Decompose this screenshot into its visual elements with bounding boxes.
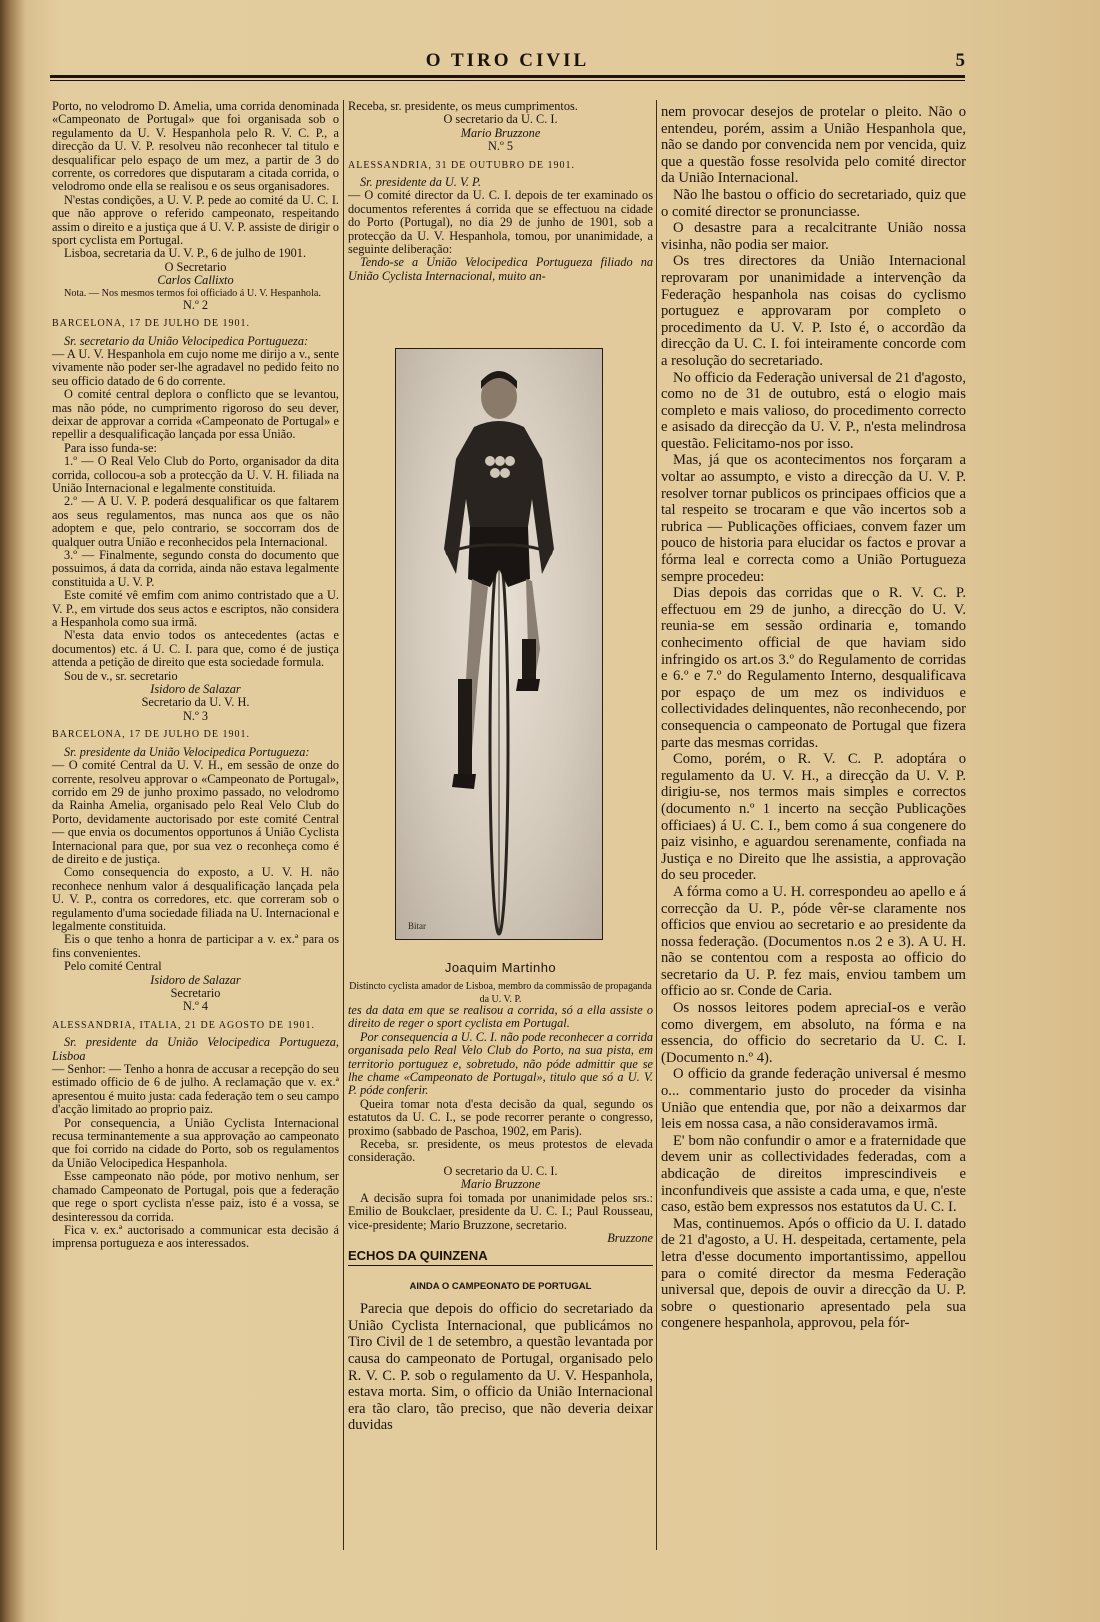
col3-paragraph: Mas, continuemos. Após o officio da U. I. datado de 21 d'agosto, a U. H. despeitada, certamente, pela letra d'esse documento importantissimo, appellou para o comité director da mesma Federação universal que, depois de ouvir a direcção da U. P. sobre o questionario apresentado pela sua congenere hespanhola, approvou, pela fór- <box>661 1215 966 1332</box>
col1-paragraph: Fica v. ex.ª auctorisado a communicar esta decisão á imprensa portugueza e aos interessados. <box>52 1222 339 1251</box>
col3-paragraph: Não lhe bastou o officio do secretariado, quiz que o comité director se pronunciasse. <box>661 186 966 220</box>
col1-paragraph: Esse campeonato não póde, por motivo nenhum, ser chamado Campeonato de Portugal, pois que a federação que rege o sport cyclista n'esse paiz, isto é a vossa, se desinteressou da corrida. <box>52 1169 339 1224</box>
col2-bottom-paragraph: Queira tomar nota d'esta decisão da qual, segundo os estatutos da U. C. I., se pode recorrer perante o congresso, proximo (sabbado de Paschoa, 1902, em Paris). <box>348 1096 653 1138</box>
column-divider-left <box>343 100 344 1550</box>
col2-bottom-paragraph: O secretario da U. C. I. <box>443 1163 558 1178</box>
col2-top-paragraph: N.º 5 <box>488 139 513 154</box>
col1-paragraph: Isidoro de Salazar <box>150 682 241 697</box>
col1-paragraph: Pelo comité Central <box>64 959 162 974</box>
col2-bottom-paragraph: Receba, sr. presidente, os meus protestos de elevada consideração. <box>348 1137 653 1165</box>
col1-paragraph: Carlos Callixto <box>157 273 234 288</box>
col1-paragraph: O comité central deplora o conflicto que se levantou, mas não póde, no cumprimento rigoroso do seu dever, deixar de approvar a corrida «Campeonato de Portugal» e repellir a desqualificação lançada por essa União. <box>52 387 339 442</box>
col3-paragraph: Mas, já que os acontecimentos nos forçaram a voltar ao assumpto, e visto a direcção da U. V. P. resolver tornar publicos os principaes officios que a tal respeito se trocaram e que vão incertos sob a rubrica — Publicações officiaes, convem fazer um pouco de historia para elucidar os factos e provar a fórma leal e correcta como a União Portugueza sempre procedeu: <box>661 452 966 585</box>
col1-paragraph: N'estas condições, a U. V. P. pede ao comité da U. C. I. que não approve o referido campeonato, respeitando assim o direito e a justiça que á U. V. P. assiste de dirigir o sport cyclista em Portugal. <box>52 192 339 248</box>
col2-bottom-paragraph: A decisão supra foi tomada por unanimidade pelos srs.: Emilio de Boukclaer, presidente da U. C. I.; Paul Rousseau, vice-presidente; Mario Bruzzone, secretario. <box>348 1190 653 1232</box>
photo-caption-name: Joaquim Martinho <box>444 960 557 975</box>
column-divider-right <box>656 100 657 1550</box>
col1-paragraph: O Secretario <box>164 259 227 274</box>
col1-paragraph: Como consequencia do exposto, a U. V. H. não reconhece nenhum valor á desqualificação lançada pela U. V. P., contra os corredores, etc. que correram sob o regulamento d'uma sociedade filiada na U. Internacional e legalmente constituida. <box>52 865 339 933</box>
photo-signature: Bitar <box>408 921 426 931</box>
col1-paragraph: Sr. presidente da União Velocipedica Portugueza: <box>64 744 310 759</box>
col3-paragraph: Os tres directores da União Internacional reprovaram por unanimidade a intervenção da Federação hespanhola nas coisas do cyclismo portuguez e approvaram por completo o procedimento da U. V. P. Isto é, o accordão da direcção da U. C. I. foi inteiramente concorde com a resolução do secretariado. <box>661 253 966 369</box>
col2-top-paragraph: Sr. presidente da U. V. P. <box>360 175 482 190</box>
col1-paragraph: Sr. secretario da União Velocipedica Portugueza: <box>64 333 309 348</box>
col1-paragraph: Isidoro de Salazar <box>150 972 241 987</box>
col1-paragraph: Porto, no velodromo D. Amelia, uma corrida denominada «Campeonato de Portugal» que foi organisada sob o regulamento da U. V. Hespanhola pelo R. V. C. P., a direcção da U. V. P. resolveu não reconhecer tal titulo e desqualificar pelo espaço de um mez, a partir de 3 do corrente, os corredores que disputaram a citada corrida, o velodromo onde ella se realisou e os seus organisadores. <box>52 99 339 194</box>
column-middle-top <box>348 100 653 283</box>
col1-paragraph: BARCELONA, 17 DE JULHO DE 1901. <box>52 318 250 330</box>
col2-top-paragraph: Tendo-se a União Velocipedica Portugueza filiado na União Cyclista Internacional, muito an- <box>348 255 653 283</box>
col1-paragraph: 1.º — O Real Velo Club do Porto, organisador da dita corrida, collocou-a sob a protecção da U. V. H. filiada na União Internacional e legalmente constituida. <box>52 454 339 495</box>
col2-top-paragraph: Mario Bruzzone <box>460 125 541 140</box>
photo-caption-description: Distincto cyclista amador de Lisboa, membro da commissão de propaganda da U. V. P. <box>349 981 652 1005</box>
column-left <box>52 100 339 1251</box>
column-right <box>661 104 966 1332</box>
col2-bottom-paragraph: tes da data em que se realisou a corrida, só a ella assiste o direito de reger o sport cyclista em Portugal. <box>348 1003 653 1031</box>
page-number: 5 <box>955 50 965 71</box>
col1-paragraph: — A U. V. Hespanhola em cujo nome me dirijo a v., sente vivamente não poder ser-lhe agradavel no pedido feito no seu officio datado de 6 do corrente. <box>52 346 339 388</box>
header-rule-thick <box>50 75 965 78</box>
col3-paragraph: nem provocar desejos de protelar o pleito. Não o entendeu, porém, assim a União Hespanhola que, não se dando por convencida nem por vencida, quiz que a questão fosse resolvida pelo comité director da União Internacional. <box>661 104 966 187</box>
col2-bottom-paragraph: Parecia que depois do officio do secretariado da União Cyclista Internacional, que publicámos no Tiro Civil de 1 de setembro, a questão levantada por causa do campeonato de Portugal, organisado pelo R. V. C. P. sob o regulamento da U. V. Hespanhola, estava morta. Sim, o officio da União Internacional era tão claro, tão preciso, que não deveria deixar duvidas <box>348 1301 653 1434</box>
col3-paragraph: O desastre para a recalcitrante União nossa visinha, não podia ser maior. <box>661 220 966 253</box>
col2-bottom-paragraph: AINDA O CAMPEONATO DE PORTUGAL <box>409 1280 592 1292</box>
col1-paragraph: ALESSANDRIA, ITALIA, 21 DE AGOSTO DE 1901. <box>52 1019 315 1031</box>
col2-bottom-paragraph: Por consequencia a U. C. I. não pode reconhecer a corrida organisada pelo Real Velo Club do Porto, na sua pista, em territorio portuguez e, sobretudo, não póde admittir que se lhe chame «Campeonato de Portugal», titulo que só a U. V. P. póde conferir. <box>348 1029 653 1098</box>
col3-paragraph: Os nossos leitores podem apreciaI-os e verão como divergem, em absoluto, na fórma e na essencia, do officio do secretario da U. C. I. (Documento n.º 4). <box>661 1000 966 1066</box>
col1-paragraph: Nota. — Nos mesmos termos foi officiado á U. V. Hespanhola. <box>64 287 321 299</box>
col1-paragraph: Secretario da U. V. H. <box>141 695 250 710</box>
col3-paragraph: Como, porém, o R. V. C. P. adoptára o regulamento da U. V. H., a direcção da U. V. P. dirigiu-se, nos termos mais simples e correctos (documento n.º 1 incerto na secção Publicações officiaes) á U. C. I., bem como á sua congenere do paiz visinho, e aguardou serenamente, confiada na Justiça e no Direito que lhe assistia, a approvação do seu proceder. <box>661 751 966 884</box>
col1-paragraph: Secretario <box>170 986 221 1000</box>
col1-paragraph: — O comité Central da U. V. H., em sessão de onze do corrente, resolveu approvar o «Campeonato de Portugal», corrido em 29 de junho proximo passado, no velodromo da Rainha Amelia, organisado pelo Real Velo Club do Porto, devidamente auctorisado por este comité Central — que envia os documentos opportunos á União Cyclista Internacional para que, por sua vez o reconheça como é de direito e de justiça. <box>52 758 339 866</box>
col1-paragraph: Por consequencia, a União Cyclista Internacional recusa terminantemente a sua approvação ao campeonato que foi corrido na cidade do Porto, sob os regulamentos da União Velocipedica Hespanhola. <box>52 1115 339 1170</box>
col1-paragraph: 3.º — Finalmente, segundo consta do documento que possuimos, á data da corrida, ainda não estava legalmente constituida a U. V. P. <box>52 548 339 589</box>
col3-paragraph: A fórma como a U. H. correspondeu ao apello e á correcção da U. P., póde vêr-se claramente nos officios que enviou ao secretario e ao presidente da nossa federação. (Documentos n.os 2 e 3). A U. H. não se contentou com a resposta ao officio do secretario da U. P. fez mais, enviou tambem um officio ao sr. Conde de Caria. <box>661 883 966 1000</box>
col2-bottom-paragraph: Bruzzone <box>607 1230 653 1245</box>
col2-top-paragraph: Receba, sr. presidente, os meus cumprimentos. <box>348 99 578 113</box>
col1-paragraph: N'esta data envio todos os antecedentes (actas e documentos) etc. á U. C. I. para que, como é de justiça attenda a petição de direito que esta sociedade formula. <box>52 628 339 670</box>
col1-paragraph: Sou de v., sr. secretario <box>64 668 178 683</box>
col1-paragraph: N.º 3 <box>183 708 208 723</box>
page-header <box>50 44 965 74</box>
col3-paragraph: No officio da Federação universal de 21 d'agosto, como no de 31 de outubro, está o elogio mais completo e mais valioso, do procedimento correcto e asisado da direcção da U. V. P., n'esta melindrosa questão. Felicitamo-nos por isso. <box>661 369 966 452</box>
col2-bottom-paragraph: ECHOS DA QUINZENA <box>348 1249 653 1265</box>
col1-paragraph: — Senhor: — Tenho a honra de accusar a recepção do seu estimado officio de 6 de julho. A reclamação que v. ex.ª apresentou é muito justa: cada federação tem o seu campo d'acção limitado ao proprio paiz. <box>52 1062 339 1117</box>
col1-paragraph: Lisboa, secretaria da U. V. P., 6 de julho de 1901. <box>64 246 307 261</box>
col1-paragraph: Sr. presidente da União Velocipedica Portugueza, Lisboa <box>52 1035 339 1063</box>
col2-top-paragraph: O secretario da U. C. I. <box>443 112 558 127</box>
cyclist-illustration <box>396 349 602 939</box>
newspaper-title: O TIRO CIVIL <box>425 50 590 71</box>
cyclist-photo <box>395 348 603 940</box>
col2-top-paragraph: — O comité director da U. C. I. depois de ter examinado os documentos referentes á corrida que se effectuou na cidade do Porto (Portugal), no dia 29 de junho de 1901, sob a protecção da U. V. Hespanhola, tomou, por unanimidade, a seguinte deliberação: <box>348 188 653 257</box>
col3-paragraph: Dias depois das corridas que o R. V. C. P. effectuou em 29 de junho, a direcção do U. V. reunia-se em sessão ordinaria e, tomando conhecimento official de que haviam sido infringido os art.os 3.º do Regulamento de corridas e 6.º e 7.º do Regulamento Interno, desqualificava por espaço de um mez os individuos e collectividades delinquentes, não reconhecendo, por consequencia o campeonato de Portugal que fizera parte das mesmas corridas. <box>661 585 966 751</box>
col1-paragraph: BARCELONA, 17 DE JULHO DE 1901. <box>52 729 250 741</box>
header-rule-thin <box>50 80 965 81</box>
col1-paragraph: N.º 2 <box>183 297 208 312</box>
column-middle-bottom <box>348 1004 653 1434</box>
col1-paragraph: 2.º — A U. V. P. poderá desqualificar os que faltarem aos seus regulamentos, mas nunca aos que os não adoptem e que, pelo contrario, se soccorram dos de qualquer outra União e reconhecidos pela Internacional. <box>52 494 339 549</box>
col1-paragraph: Para isso funda-se: <box>64 440 157 455</box>
col3-paragraph: E' bom não confundir o amor e a fraternidade que devem unir as collectividades federadas, com a abdicação de direitos imprescindiveis e inconfundiveis que assiste a cada uma, e que, n'este caso, estão bem expressos nos estatutos da U. C. I. <box>661 1132 966 1216</box>
col1-paragraph: Eis o que tenho a honra de participar a v. ex.ª para os fins convenientes. <box>52 932 339 960</box>
col3-paragraph: O officio da grande federação universal é mesmo o... commentario justo do proceder da visinha União que entendia que, por não a deixarmos dar leis em nossa casa, a não consideravamos irmã. <box>661 1066 966 1133</box>
col2-bottom-paragraph: Mario Bruzzone <box>460 1177 541 1192</box>
col1-paragraph: N.º 4 <box>183 999 208 1014</box>
col2-top-paragraph: ALESSANDRIA, 31 DE OUTUBRO DE 1901. <box>348 159 575 171</box>
col1-paragraph: Este comité vê emfim com animo contristado que a U. V. P., em virtude dos seus actos e escriptos, não considera a Hespanhola como sua irmã. <box>52 588 339 630</box>
